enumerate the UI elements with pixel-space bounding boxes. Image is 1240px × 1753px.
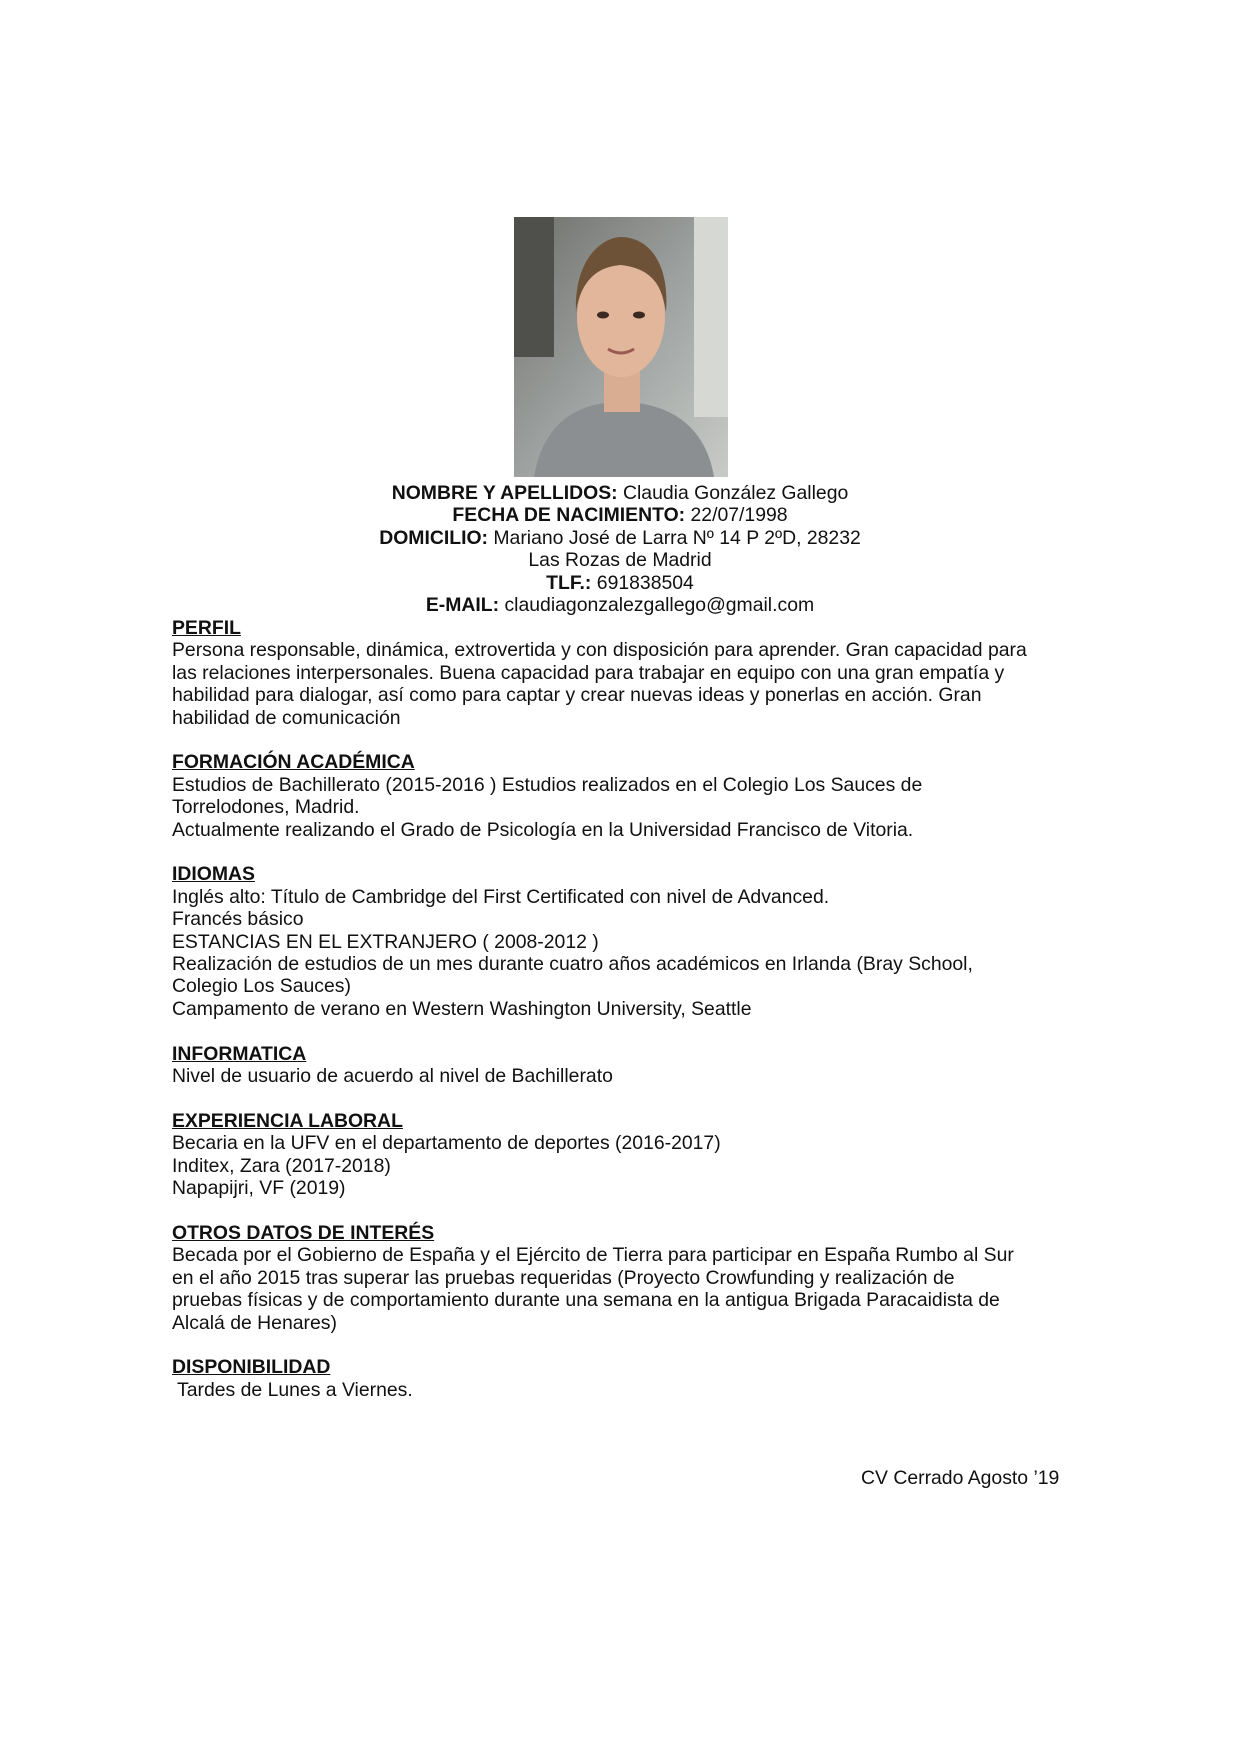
email-value: claudiagonzalezgallego@gmail.com [504,593,815,616]
cv-closing-date: CV Cerrado Agosto ’19 [861,1467,1060,1489]
phone-line [0,572,1240,594]
section-title: DISPONIBILIDAD [172,1356,331,1379]
person-photo-icon [514,217,728,477]
section-line: habilidad de comunicación [172,706,401,729]
address-value: Mariano José de Larra Nº 14 P 2ºD, 28232 [493,526,861,549]
section-experiencia [172,1110,1092,1200]
personal-info [0,482,1240,616]
section-informatica [172,1043,1092,1088]
section-line: Inditex, Zara (2017-2018) [172,1154,391,1177]
section-line: Campamento de verano en Western Washington University, Seattle [172,997,752,1020]
section-line: Estudios de Bachillerato (2015-2016 ) Estudios realizados en el Colegio Los Sauces de [172,773,923,796]
section-line: Inglés alto: Título de Cambridge del First Certificated con nivel de Advanced. [172,885,830,908]
section-line: pruebas físicas y de comportamiento durante una semana en la antigua Brigada Paracaidista de [172,1289,1000,1312]
phone-value: 691838504 [596,571,694,594]
section-line: Becada por el Gobierno de España y el Ejército de Tierra para participar en España Rumbo al Sur [172,1244,1014,1267]
section-line: Alcalá de Henares) [172,1311,337,1334]
phone-label: TLF.: [546,571,592,594]
section-formacion [172,751,1092,841]
section-line: Tardes de Lunes a Viernes. [172,1378,413,1401]
section-title: IDIOMAS [172,863,255,886]
section-line: Colegio Los Sauces) [172,975,351,998]
profile-photo [514,217,728,477]
email-label: E-MAIL: [425,593,500,616]
name-line [0,482,1240,504]
section-line: Realización de estudios de un mes durante cuatro años académicos en Irlanda (Bray School, [172,953,973,976]
name-value: Claudia González Gallego [622,482,849,504]
cv-content [172,617,1092,1424]
section-line: las relaciones interpersonales. Buena capacidad para trabajar en equipo con una gran empatía y [172,661,1005,684]
section-perfil [172,617,1092,729]
section-title: FORMACIÓN ACADÉMICA [172,751,415,774]
address-label: DOMICILIO: [379,526,489,549]
section-line: habilidad para dialogar, así como para captar y crear nuevas ideas y ponerlas en acción. Gran [172,684,982,707]
email-line [0,594,1240,616]
section-title: INFORMATICA [172,1042,307,1065]
section-line: Persona responsable, dinámica, extrovertida y con disposición para aprender. Gran capacidad para [172,639,1027,662]
birth-value: 22/07/1998 [690,504,788,527]
section-idiomas [172,863,1092,1020]
section-title: EXPERIENCIA LABORAL [172,1109,403,1132]
birth-label: FECHA DE NACIMIENTO: [452,504,686,527]
section-title: PERFIL [172,617,241,639]
section-disponibilidad [172,1356,1092,1401]
section-line: Torrelodones, Madrid. [172,796,360,819]
address-line-2: Las Rozas de Madrid [528,549,712,572]
section-otros [172,1222,1092,1334]
section-line: ESTANCIAS EN EL EXTRANJERO ( 2008-2012 ) [172,930,599,953]
section-line: Actualmente realizando el Grado de Psicología en la Universidad Francisco de Vitoria. [172,818,914,841]
section-line: Nivel de usuario de acuerdo al nivel de Bachillerato [172,1065,613,1088]
name-label: NOMBRE Y APELLIDOS: [391,482,618,504]
section-line: en el año 2015 tras superar las pruebas requeridas (Proyecto Crowfunding y realización de [172,1266,955,1289]
section-line: Francés básico [172,908,304,931]
section-line: Napapijri, VF (2019) [172,1177,346,1200]
section-title: OTROS DATOS DE INTERÉS [172,1221,435,1244]
address-line [0,527,1240,549]
section-line: Becaria en la UFV en el departamento de deportes (2016-2017) [172,1132,721,1155]
birth-line [0,504,1240,526]
